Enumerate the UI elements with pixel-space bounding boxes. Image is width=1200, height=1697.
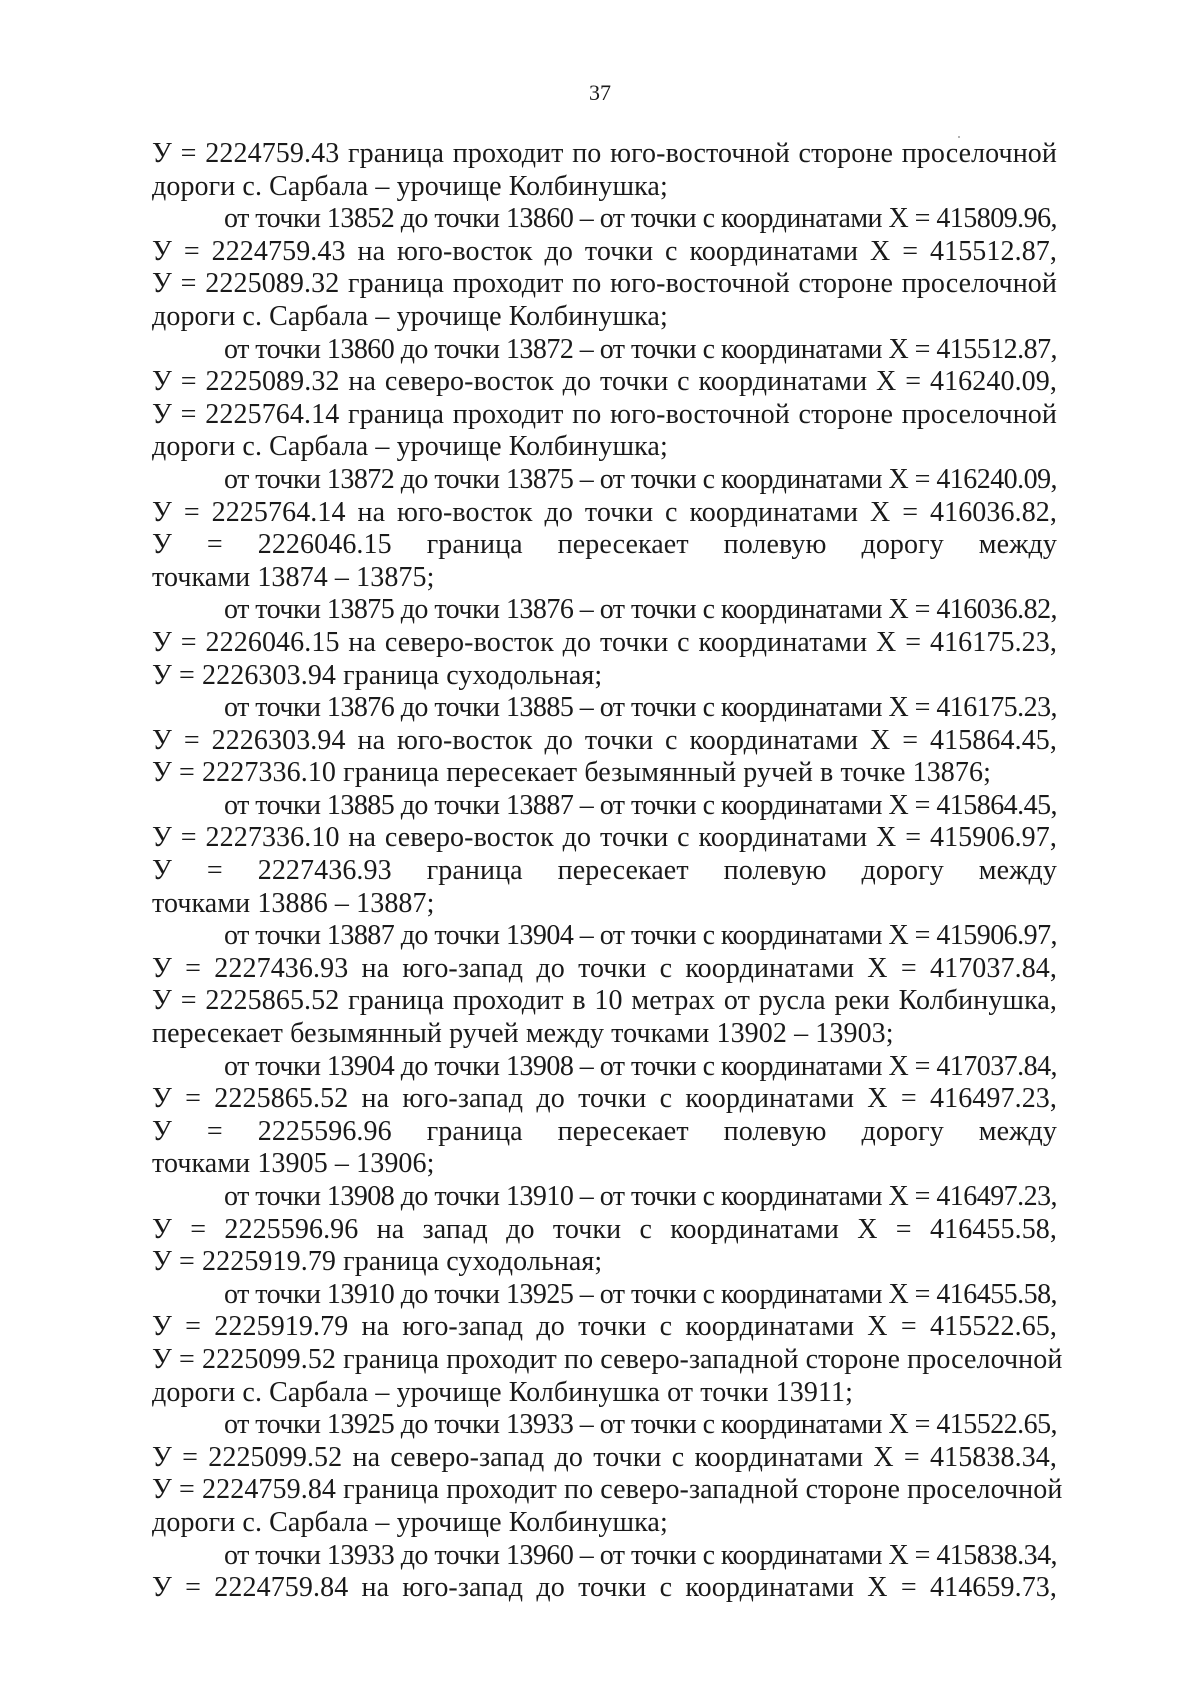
page-number: 37 xyxy=(589,80,611,105)
paragraph-first-line: от точки 13872 до точки 13875 – от точки с координатами Х = 416240.09, xyxy=(224,463,1058,495)
paragraph-first-line: от точки 13876 до точки 13885 – от точки с координатами Х = 416175.23, xyxy=(224,692,1058,724)
paragraph-first-line: от точки 13887 до точки 13904 – от точки с координатами Х = 415906.97, xyxy=(224,920,1058,952)
document-body xyxy=(152,138,1063,1605)
text-line: У = 2225099.52 на северо-запад до точки с координатами Х = 415838.34, xyxy=(152,1441,1057,1473)
paragraph-first-line: от точки 13908 до точки 13910 – от точки с координатами Х = 416497.23, xyxy=(224,1181,1058,1212)
text-line: пересекает безымянный ручей между точками 13902 – 13903; xyxy=(152,1018,894,1050)
text-line: дороги с. Сарбала – урочище Колбинушка; xyxy=(152,1506,668,1538)
paragraph-first-line: от точки 13910 до точки 13925 – от точки с координатами Х = 416455.58, xyxy=(224,1278,1058,1310)
text-line: точками 13886 – 13887; xyxy=(152,887,435,919)
text-line: У = 2226303.94 на юго-восток до точки с координатами Х = 415864.45, xyxy=(152,724,1057,756)
text-line: дороги с. Сарбала – урочище Колбинушка; xyxy=(152,431,668,463)
text-line: У = 2226046.15 граница пересекает полевую дорогу между xyxy=(152,529,1057,561)
text-line: У = 2225764.14 граница проходит по юго-восточной стороне проселочной xyxy=(152,398,1057,430)
text-line: У = 2225596.96 граница пересекает полевую дорогу между xyxy=(152,1115,1057,1147)
text-line: У = 2225865.52 на юго-запад до точки с координатами Х = 416497.23, xyxy=(152,1083,1057,1115)
text-line: дороги с. Сарбала – урочище Колбинушка; xyxy=(152,300,668,332)
text-line: У = 2224759.84 на юго-запад до точки с координатами Х = 414659.73, xyxy=(152,1572,1057,1604)
text-line: точками 13874 – 13875; xyxy=(152,561,435,593)
text-line: У = 2226303.94 граница суходольная; xyxy=(152,659,603,691)
text-line: У = 2227336.10 граница пересекает безымянный ручей в точке 13876; xyxy=(152,757,991,789)
text-line: точками 13905 – 13906; xyxy=(152,1148,435,1180)
text-line: У = 2224759.43 граница проходит по юго-восточной стороне проселочной xyxy=(152,138,1057,169)
text-line: У = 2227336.10 на северо-восток до точки с координатами Х = 415906.97, xyxy=(152,822,1057,854)
text-line: дороги с. Сарбала – урочище Колбинушка от точки 13911; xyxy=(152,1376,853,1408)
text-line: У = 2225919.79 на юго-запад до точки с координатами Х = 415522.65, xyxy=(152,1311,1057,1343)
paragraph-first-line: от точки 13885 до точки 13887 – от точки с координатами Х = 415864.45, xyxy=(224,789,1058,821)
text-line: У = 2225089.32 на северо-восток до точки с координатами Х = 416240.09, xyxy=(152,366,1057,398)
paragraph-first-line: от точки 13933 до точки 13960 – от точки с координатами Х = 415838.34, xyxy=(224,1539,1058,1571)
text-line: У = 2224759.84 граница проходит по северо-западной стороне проселочной xyxy=(152,1474,1063,1506)
paragraph-first-line: от точки 13904 до точки 13908 – от точки с координатами Х = 417037.84, xyxy=(224,1050,1058,1082)
text-line: У = 2227436.93 на юго-запад до точки с координатами Х = 417037.84, xyxy=(152,952,1057,984)
paragraph-first-line: от точки 13852 до точки 13860 – от точки с координатами Х = 415809.96, xyxy=(224,203,1058,235)
text-line: У = 2224759.43 на юго-восток до точки с координатами Х = 415512.87, xyxy=(152,235,1057,267)
text-line: У = 2225919.79 граница суходольная; xyxy=(152,1246,603,1278)
paragraph-first-line: от точки 13860 до точки 13872 – от точки с координатами Х = 415512.87, xyxy=(224,333,1058,365)
text-line: У = 2225865.52 граница проходит в 10 метрах от русла реки Колбинушка, xyxy=(152,985,1057,1017)
text-line: У = 2225089.32 граница проходит по юго-восточной стороне проселочной xyxy=(152,268,1057,300)
paragraph-first-line: от точки 13925 до точки 13933 – от точки с координатами Х = 415522.65, xyxy=(224,1409,1058,1441)
text-line: У = 2225764.14 на юго-восток до точки с координатами Х = 416036.82, xyxy=(152,496,1057,528)
text-line: У = 2227436.93 граница пересекает полевую дорогу между xyxy=(152,855,1057,887)
text-line: У = 2225596.96 на запад до точки с координатами Х = 416455.58, xyxy=(152,1213,1057,1245)
paragraph-first-line: от точки 13875 до точки 13876 – от точки с координатами Х = 416036.82, xyxy=(224,594,1058,626)
text-line: У = 2225099.52 граница проходит по северо-западной стороне проселочной xyxy=(152,1343,1063,1375)
text-line: дороги с. Сарбала – урочище Колбинушка; xyxy=(152,170,668,202)
text-line: У = 2226046.15 на северо-восток до точки с координатами Х = 416175.23, xyxy=(152,626,1057,658)
